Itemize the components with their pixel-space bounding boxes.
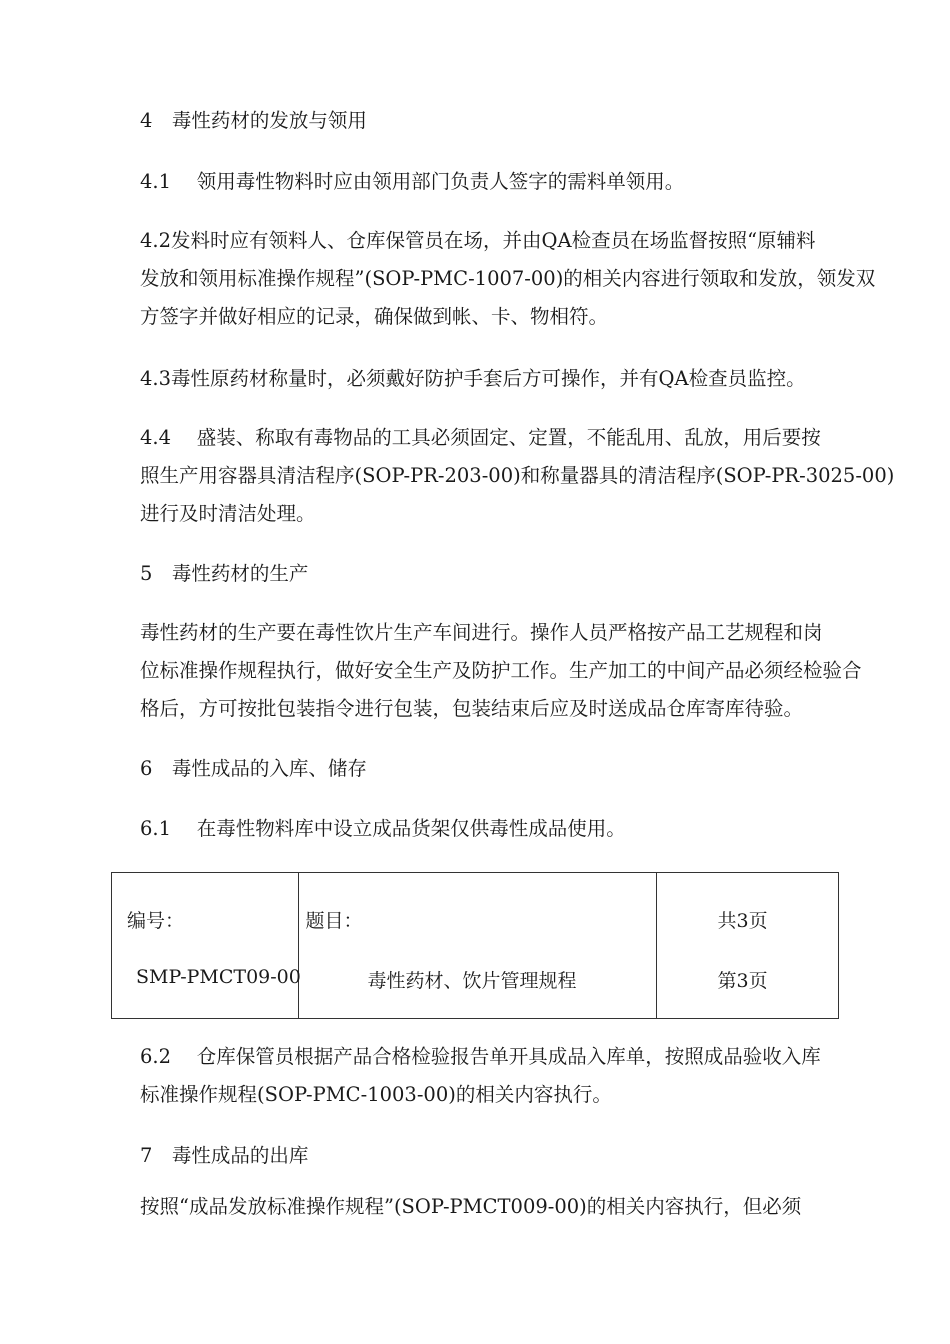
section-4-2-line: 发放和领用标准操作规程”(SOP-PMC-1007-00)的相关内容进行领取和发放，领发双 [140,267,876,290]
section-4-1: 4.1 领用毒性物料时应由领用部门负责人签字的需料单领用。 [140,170,685,193]
total-pages: 共3页 [717,910,768,932]
section-4-2-line: 方签字并做好相应的记录，确保做到帐、卡、物相符。 [140,305,609,328]
title-cell [299,873,656,1019]
section-5-body-line: 毒性药材的生产要在毒性饮片生产车间进行。操作人员严格按产品工艺规程和岗 [140,621,823,644]
section-6-2-line: 6.2 仓库保管员根据产品合格检验报告单开具成品入库单，按照成品验收入库 [140,1045,821,1068]
section-4-2 [140,222,876,336]
code-label: 编号： [127,910,185,932]
section-4-4 [140,419,895,533]
title-label: 题目： [305,910,363,932]
code-value: SMP-PMCT09-00 [136,966,301,988]
section-4-4-line: 4.4 盛装、称取有毒物品的工具必须固定、定置，不能乱用、乱放，用后要按 [140,426,821,449]
current-page: 第3页 [717,970,768,992]
document-header-table [111,872,839,1019]
section-6-heading: 6 毒性成品的入库、储存 [140,757,367,780]
section-5-body [140,614,862,728]
section-4-4-line: 照生产用容器具清洁程序(SOP-PR-203-00)和称量器具的清洁程序(SOP-PR-3025-00) [140,464,895,487]
section-6-1: 6.1 在毒性物料库中设立成品货架仅供毒性成品使用。 [140,817,626,840]
title-value: 毒性药材、饮片管理规程 [367,970,577,992]
section-5-heading: 5 毒性药材的生产 [140,562,309,585]
code-cell [112,873,299,1019]
section-6-2-line: 标准操作规程(SOP-PMC-1003-00)的相关内容执行。 [140,1083,612,1106]
section-5-body-line: 位标准操作规程执行，做好安全生产及防护工作。生产加工的中间产品必须经检验合 [140,659,862,682]
page-cell [656,873,839,1019]
section-7-heading: 7 毒性成品的出库 [140,1144,309,1167]
section-4-4-line: 进行及时清洁处理。 [140,502,316,525]
section-4-2-line: 4.2发料时应有领料人、仓库保管员在场，并由QA检查员在场监督按照“原辅料 [140,229,816,252]
section-4-3: 4.3毒性原药材称量时，必须戴好防护手套后方可操作，并有QA检查员监控。 [140,367,806,390]
section-6-2 [140,1038,845,1114]
section-5-body-line: 格后，方可按批包装指令进行包装，包装结束后应及时送成品仓库寄库待验。 [140,697,804,720]
section-7-body: 按照“成品发放标准操作规程”(SOP-PMCT009-00)的相关内容执行，但必须 [140,1195,802,1218]
section-4-heading: 4 毒性药材的发放与领用 [140,109,367,132]
